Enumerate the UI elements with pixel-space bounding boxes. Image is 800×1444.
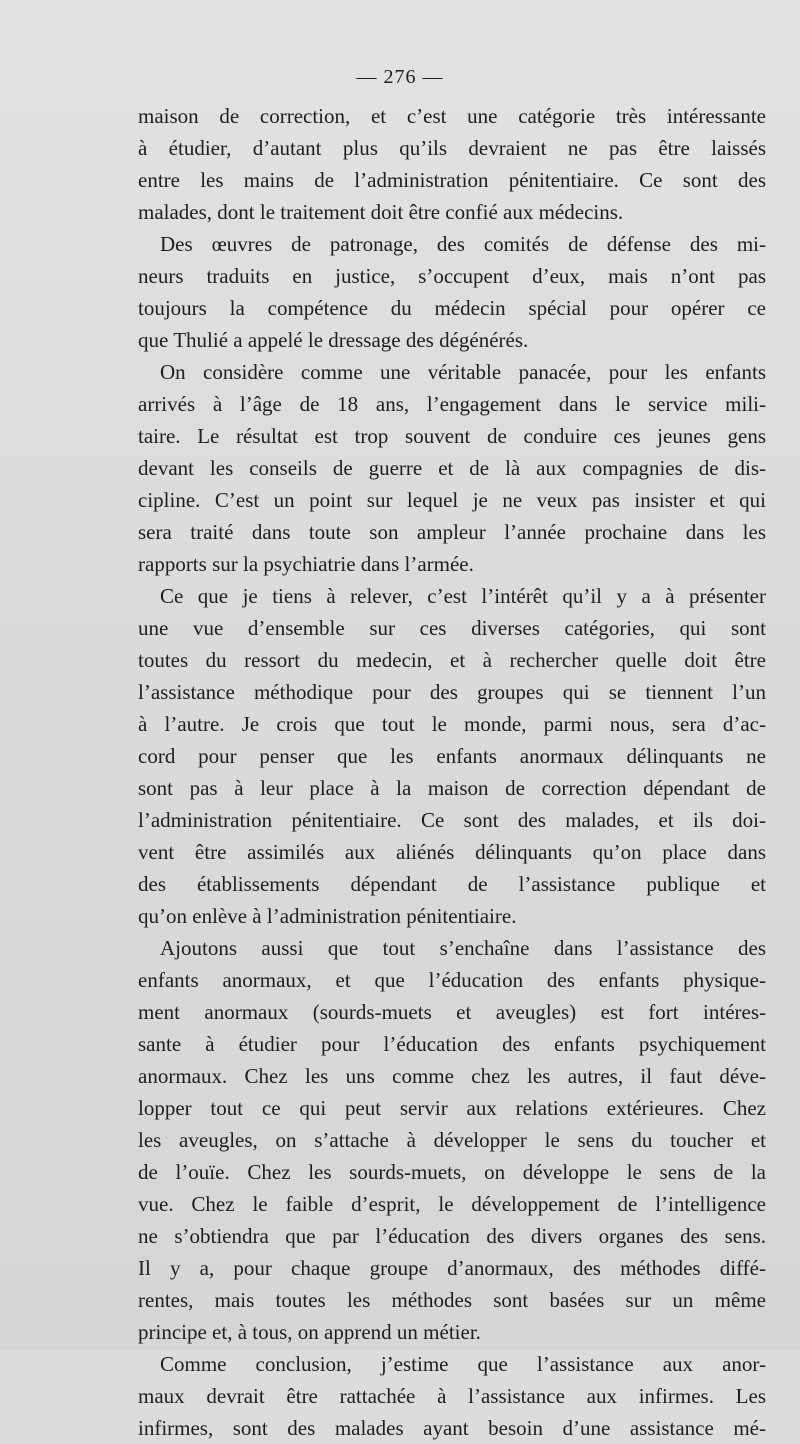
- text-line: maux devrait être rattachée à l’assistance aux infirmes. Les: [138, 1384, 766, 1408]
- text-line: principe et, à tous, on apprend un métier.: [138, 1320, 481, 1344]
- paragraph-start-line: Comme conclusion, j’estime que l’assistance aux anor-: [160, 1352, 766, 1376]
- text-line: arrivés à l’âge de 18 ans, l’engagement dans le service mili-: [138, 392, 766, 416]
- text-line: toujours la compétence du médecin spécial pour opérer ce: [138, 296, 766, 320]
- text-line: rapports sur la psychiatrie dans l’armée.: [138, 552, 474, 576]
- text-line: infirmes, sont des malades ayant besoin d’une assistance mé-: [138, 1416, 766, 1440]
- text-line: des établissements dépendant de l’assistance publique et: [138, 872, 766, 896]
- text-line: devant les conseils de guerre et de là aux compagnies de dis-: [138, 456, 766, 480]
- text-line: vue. Chez le faible d’esprit, le développement de l’intelligence: [138, 1192, 766, 1216]
- text-line: les aveugles, on s’attache à développer le sens du toucher et: [138, 1128, 766, 1152]
- text-line: l’assistance méthodique pour des groupes qui se tiennent l’un: [138, 680, 766, 704]
- paragraph-start-line: Ajoutons aussi que tout s’enchaîne dans l’assistance des: [160, 936, 766, 960]
- text-line: Il y a, pour chaque groupe d’anormaux, des méthodes diffé-: [138, 1256, 766, 1280]
- paragraph-start-line: Ce que je tiens à relever, c’est l’intérêt qu’il y a à présenter: [160, 584, 766, 608]
- text-line: cord pour penser que les enfants anormaux délinquants ne: [138, 744, 766, 768]
- paragraph-start-line: On considère comme une véritable panacée, pour les enfants: [160, 360, 766, 384]
- text-line: anormaux. Chez les uns comme chez les autres, il faut déve-: [138, 1064, 766, 1088]
- text-line: neurs traduits en justice, s’occupent d’eux, mais n’ont pas: [138, 264, 766, 288]
- text-line: une vue d’ensemble sur ces diverses catégories, qui sont: [138, 616, 766, 640]
- text-line: rentes, mais toutes les méthodes sont basées sur un même: [138, 1288, 766, 1312]
- text-line: vent être assimilés aux aliénés délinquants qu’on place dans: [138, 840, 766, 864]
- text-line: toutes du ressort du medecin, et à rechercher quelle doit être: [138, 648, 766, 672]
- text-line: enfants anormaux, et que l’éducation des enfants physique-: [138, 968, 766, 992]
- text-line: ne s’obtiendra que par l’éducation des divers organes des sens.: [138, 1224, 766, 1248]
- text-line: entre les mains de l’administration pénitentiaire. Ce sont des: [138, 168, 766, 192]
- page-number: — 276 —: [356, 66, 444, 88]
- text-line: à étudier, d’autant plus qu’ils devraient ne pas être laissés: [138, 136, 766, 160]
- body-text: [138, 100, 766, 1444]
- text-line: sera traité dans toute son ampleur l’année prochaine dans les: [138, 520, 766, 544]
- text-line: malades, dont le traitement doit être confié aux médecins.: [138, 200, 624, 224]
- text-line: ment anormaux (sourds-muets et aveugles) est fort intéres-: [138, 1000, 766, 1024]
- text-line: sont pas à leur place à la maison de correction dépendant de: [138, 776, 766, 800]
- text-line: cipline. C’est un point sur lequel je ne veux pas insister et qui: [138, 488, 766, 512]
- text-line: de l’ouïe. Chez les sourds-muets, on développe le sens de la: [138, 1160, 766, 1184]
- text-line: sante à étudier pour l’éducation des enfants psychiquement: [138, 1032, 766, 1056]
- text-line: maison de correction, et c’est une catégorie très intéressante: [138, 104, 766, 128]
- paragraph-start-line: Des œuvres de patronage, des comités de défense des mi-: [160, 232, 766, 256]
- text-line: à l’autre. Je crois que tout le monde, parmi nous, sera d’ac-: [138, 712, 766, 736]
- text-line: lopper tout ce qui peut servir aux relations extérieures. Chez: [138, 1096, 766, 1120]
- text-line: taire. Le résultat est trop souvent de conduire ces jeunes gens: [138, 424, 766, 448]
- text-line: l’administration pénitentiaire. Ce sont des malades, et ils doi-: [138, 808, 766, 832]
- text-line: que Thulié a appelé le dressage des dégénérés.: [138, 328, 529, 352]
- text-line: qu’on enlève à l’administration pénitentiaire.: [138, 904, 517, 928]
